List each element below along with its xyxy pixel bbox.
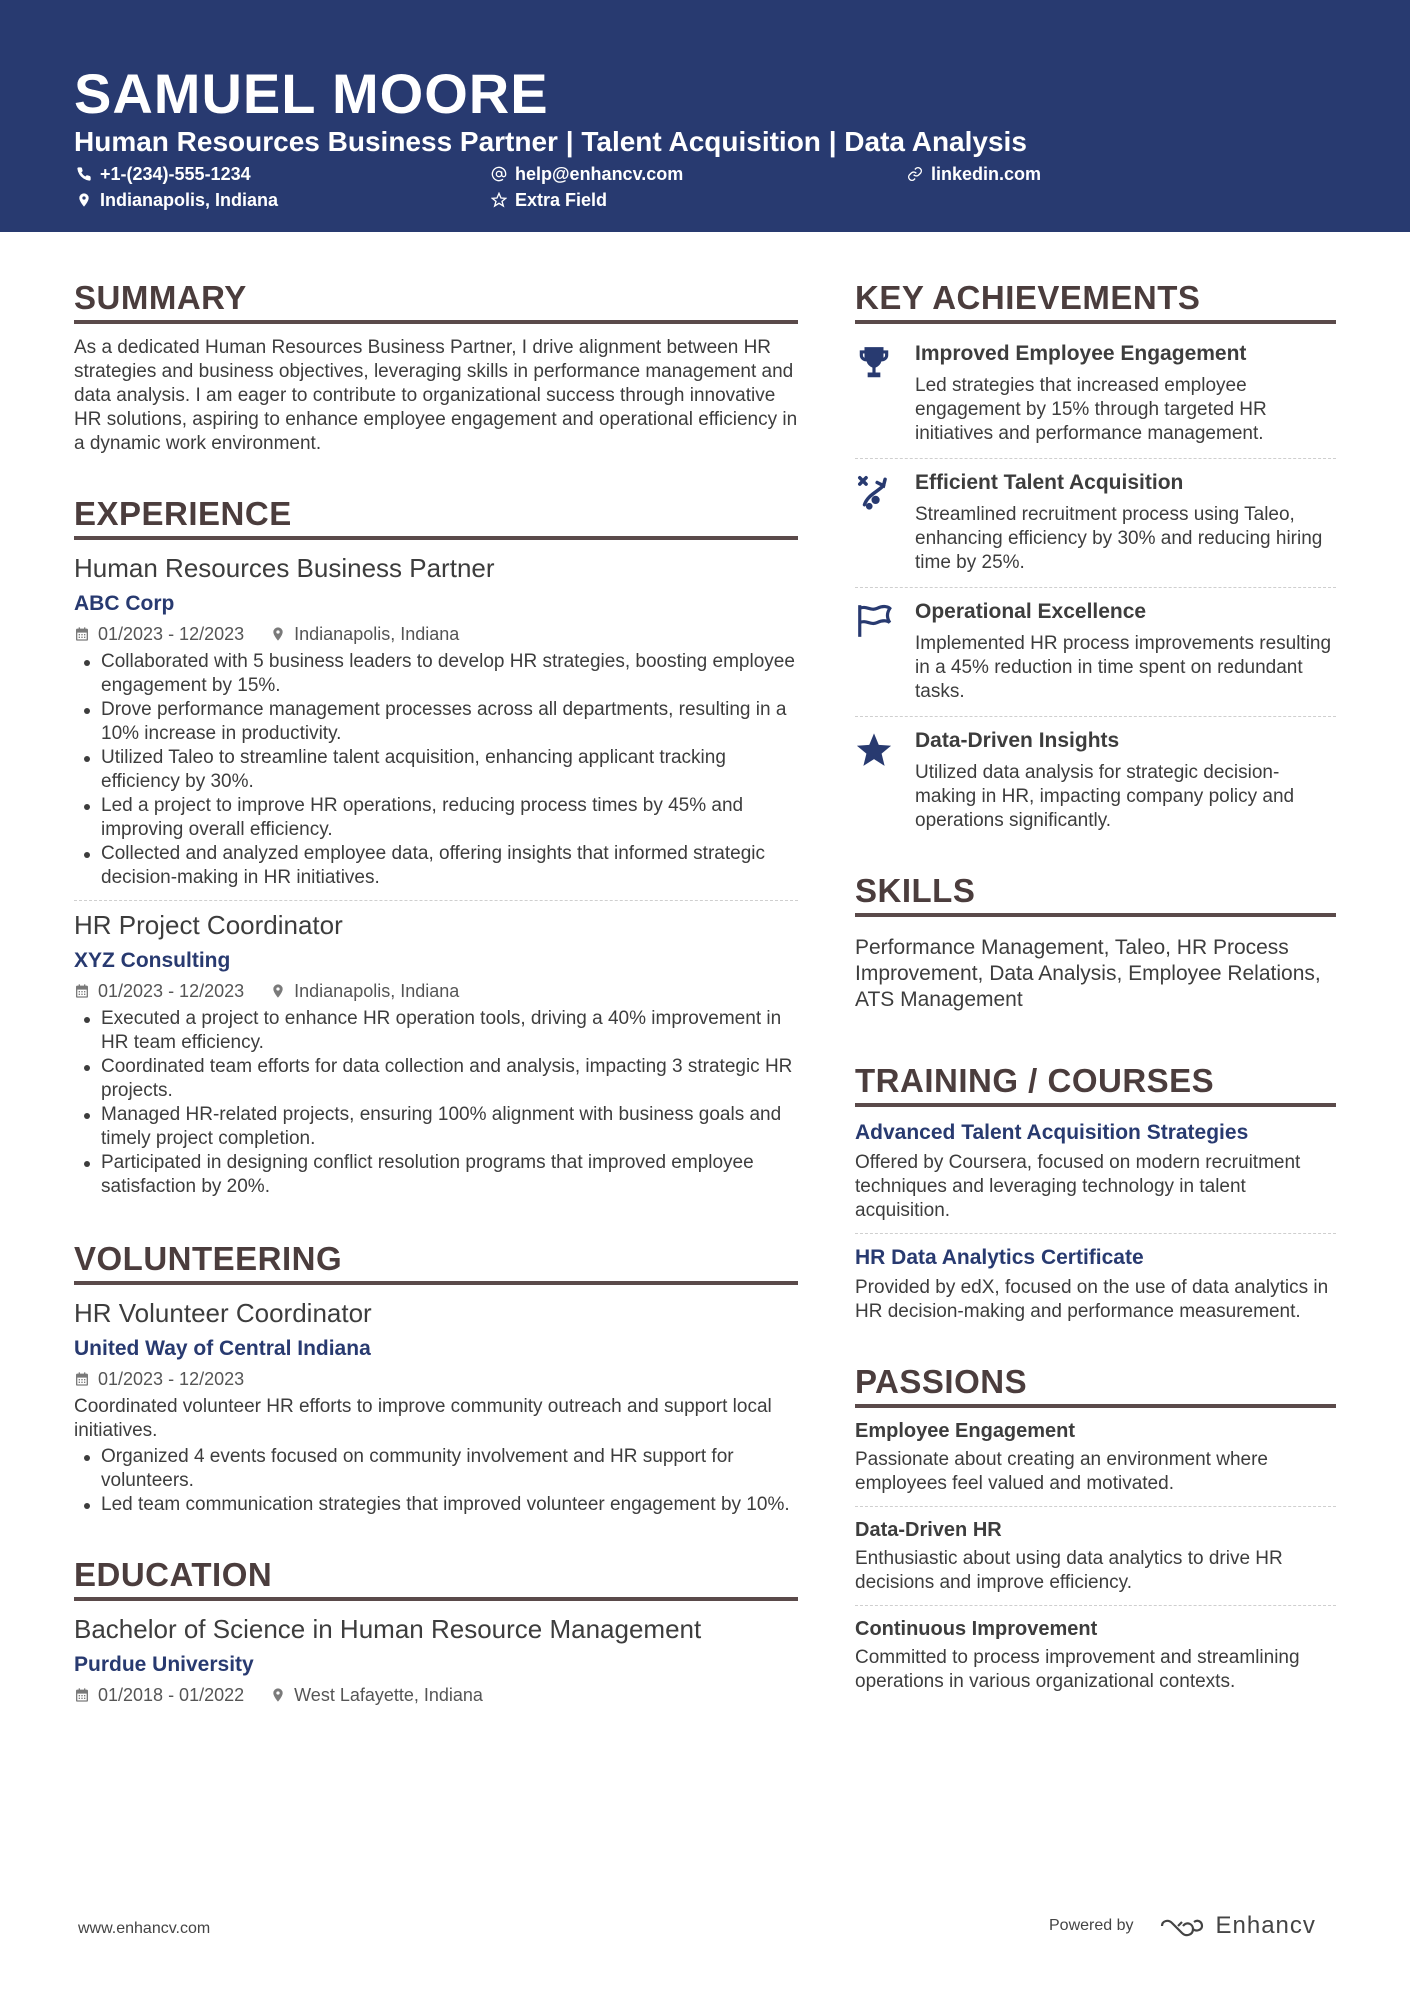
- bullet-item: Drove performance management processes across all departments, resulting in a 10% increase in productivity.: [74, 698, 798, 746]
- skills-heading: SKILLS: [855, 871, 1336, 917]
- trophy-icon: [855, 344, 893, 382]
- calendar-icon: [74, 626, 90, 642]
- school: Purdue University: [74, 1653, 254, 1676]
- brand-name: Enhancv: [1215, 1912, 1316, 1939]
- volunteer-org: United Way of Central Indiana: [74, 1337, 371, 1360]
- education-meta: [74, 1683, 798, 1707]
- job-title: HR Project Coordinator: [74, 910, 343, 940]
- job-dates: 01/2023 - 12/2023: [98, 981, 245, 1001]
- brand-logo[interactable]: [1158, 1912, 1316, 1940]
- divider: [855, 1605, 1336, 1606]
- volunteer-dates: 01/2023 - 12/2023: [98, 1369, 245, 1389]
- job-meta: [74, 622, 798, 646]
- star-outline-icon: [491, 192, 507, 208]
- powered-by-text: Powered by: [1049, 1917, 1134, 1934]
- company-name: XYZ Consulting: [74, 949, 231, 972]
- contact-email[interactable]: [491, 163, 683, 185]
- course-title: HR Data Analytics Certificate: [855, 1246, 1144, 1269]
- bullet-item: Managed HR-related projects, ensuring 100% alignment with business goals and timely project completion.: [74, 1103, 798, 1151]
- bullet-item: Led team communication strategies that improved volunteer engagement by 10%.: [74, 1493, 798, 1517]
- achievement-desc: Utilized data analysis for strategic decision-making in HR, impacting company policy and operations significantly.: [915, 762, 1295, 831]
- achievement-title: Efficient Talent Acquisition: [915, 471, 1184, 494]
- education-location: West Lafayette, Indiana: [294, 1685, 483, 1705]
- course-desc: Provided by edX, focused on the use of data analytics in HR decision-making and performance measurement.: [855, 1277, 1329, 1322]
- education-entry: [74, 1613, 798, 1707]
- calendar-icon: [74, 1371, 90, 1387]
- bullet-item: Collaborated with 5 business leaders to develop HR strategies, boosting employee engagement by 15%.: [74, 650, 798, 698]
- contact-linkedin[interactable]: [907, 163, 1041, 185]
- job-location: Indianapolis, Indiana: [294, 981, 460, 1001]
- achievement-title: Improved Employee Engagement: [915, 342, 1247, 365]
- email-text: help@enhancv.com: [515, 164, 684, 184]
- achievement-item: [855, 340, 1336, 446]
- bullet-item: Coordinated team efforts for data collection and analysis, impacting 3 strategic HR projects.: [74, 1055, 798, 1103]
- education-dates: 01/2018 - 01/2022: [98, 1685, 245, 1705]
- map-pin-icon: [270, 983, 286, 999]
- divider: [855, 458, 1336, 459]
- achievement-desc: Implemented HR process improvements resulting in a 45% reduction in time spent on redundant tasks.: [915, 633, 1332, 702]
- calendar-icon: [74, 983, 90, 999]
- job-title: Human Resources Business Partner: [74, 553, 495, 583]
- divider: [74, 900, 798, 901]
- footer-brand: [1049, 1912, 1316, 1940]
- volunteer-title: HR Volunteer Coordinator: [74, 1298, 372, 1328]
- passions-heading: PASSIONS: [855, 1362, 1336, 1408]
- volunteer-meta: [74, 1367, 798, 1391]
- education-heading: EDUCATION: [74, 1555, 798, 1601]
- company-name: ABC Corp: [74, 592, 175, 615]
- left-column: [74, 278, 798, 1707]
- extra-text: Extra Field: [515, 190, 608, 210]
- at-icon: [491, 166, 507, 182]
- map-pin-icon: [270, 626, 286, 642]
- divider: [855, 716, 1336, 717]
- calendar-icon: [74, 1687, 90, 1703]
- volunteer-bullets: [74, 1445, 798, 1517]
- bullet-item: Utilized Taleo to streamline talent acquisition, enhancing applicant tracking efficiency by 30%.: [74, 746, 798, 794]
- contact-extra: [491, 189, 607, 211]
- job-bullets: [74, 1007, 798, 1199]
- divider: [855, 587, 1336, 588]
- candidate-name: SAMUEL MOORE: [74, 62, 549, 125]
- contact-location: [76, 189, 278, 211]
- achievements-heading: KEY ACHIEVEMENTS: [855, 278, 1336, 324]
- map-pin-icon: [76, 192, 92, 208]
- summary-heading: SUMMARY: [74, 278, 798, 324]
- job-location: Indianapolis, Indiana: [294, 624, 460, 644]
- job-bullets: [74, 650, 798, 890]
- header: [0, 0, 1410, 232]
- footer-website[interactable]: www.enhancv.com: [78, 1920, 211, 1937]
- bullet-item: Collected and analyzed employee data, offering insights that informed strategic decision-making in HR initiatives.: [74, 842, 798, 890]
- achievement-desc: Led strategies that increased employee engagement by 15% through targeted HR initiatives and performance management.: [915, 375, 1267, 444]
- enhancv-logo-icon: [1158, 1914, 1206, 1938]
- course-item: [855, 1119, 1336, 1223]
- candidate-title: Human Resources Business Partner | Talent Acquisition | Data Analysis: [74, 126, 1027, 157]
- job-entry: [74, 552, 798, 890]
- degree: Bachelor of Science in Human Resource Management: [74, 1614, 702, 1644]
- passion-title: Continuous Improvement: [855, 1618, 1098, 1640]
- bullet-item: Participated in designing conflict resolution programs that improved employee satisfaction by 20%.: [74, 1151, 798, 1199]
- map-pin-icon: [270, 1687, 286, 1703]
- passion-desc: Passionate about creating an environment where employees feel valued and motivated.: [855, 1449, 1268, 1494]
- achievement-desc: Streamlined recruitment process using Taleo, enhancing efficiency by 30% and reducing hiring time by 25%.: [915, 504, 1323, 573]
- achievement-item: [855, 469, 1336, 575]
- phone-text: +1-(234)-555-1234: [100, 164, 251, 184]
- passion-title: Employee Engagement: [855, 1420, 1076, 1442]
- job-entry: [74, 909, 798, 1199]
- flag-icon: [855, 602, 893, 640]
- training-heading: TRAINING / COURSES: [855, 1061, 1336, 1107]
- passion-desc: Committed to process improvement and streamlining operations in various organizational contexts.: [855, 1647, 1300, 1692]
- right-column: [855, 278, 1336, 1694]
- job-dates: 01/2023 - 12/2023: [98, 624, 245, 644]
- bullet-item: Led a project to improve HR operations, reducing process times by 45% and improving overall efficiency.: [74, 794, 798, 842]
- achievement-item: [855, 727, 1336, 833]
- bullet-item: Organized 4 events focused on community involvement and HR support for volunteers.: [74, 1445, 798, 1493]
- bullet-item: Executed a project to enhance HR operation tools, driving a 40% improvement in HR team efficiency.: [74, 1007, 798, 1055]
- course-item: [855, 1244, 1336, 1324]
- divider: [855, 1233, 1336, 1234]
- experience-heading: EXPERIENCE: [74, 494, 798, 540]
- star-icon: [855, 731, 893, 769]
- divider: [855, 1506, 1336, 1507]
- passion-desc: Enthusiastic about using data analytics to drive HR decisions and improve efficiency.: [855, 1548, 1283, 1593]
- summary-text: As a dedicated Human Resources Business Partner, I drive alignment between HR strategies and business objectives, leveraging skills in performance management and data analysis. I am eager to contribute to organizational success through innovative HR solutions, aspiring to enhance employee engagement and operational efficiency in a dynamic work environment.: [74, 337, 798, 454]
- strategy-icon: [855, 473, 893, 511]
- achievement-item: [855, 598, 1336, 704]
- passion-title: Data-Driven HR: [855, 1519, 1002, 1541]
- passion-item: [855, 1418, 1336, 1496]
- phone-icon: [76, 166, 92, 182]
- linkedin-text: linkedin.com: [931, 164, 1042, 184]
- achievement-title: Operational Excellence: [915, 600, 1147, 623]
- skills-text: Performance Management, Taleo, HR Process Improvement, Data Analysis, Employee Relations, ATS Management: [855, 936, 1321, 1011]
- course-desc: Offered by Coursera, focused on modern recruitment techniques and leveraging technology in talent acquisition.: [855, 1152, 1301, 1221]
- volunteer-entry: [74, 1297, 798, 1517]
- volunteer-description: Coordinated volunteer HR efforts to improve community outreach and support local initiatives.: [74, 1396, 772, 1441]
- link-icon: [907, 166, 923, 182]
- passion-item: [855, 1517, 1336, 1595]
- job-meta: [74, 979, 798, 1003]
- achievement-title: Data-Driven Insights: [915, 729, 1120, 752]
- passion-item: [855, 1616, 1336, 1694]
- course-title: Advanced Talent Acquisition Strategies: [855, 1121, 1249, 1144]
- contact-phone[interactable]: [76, 163, 251, 185]
- volunteering-heading: VOLUNTEERING: [74, 1239, 798, 1285]
- location-text: Indianapolis, Indiana: [100, 190, 279, 210]
